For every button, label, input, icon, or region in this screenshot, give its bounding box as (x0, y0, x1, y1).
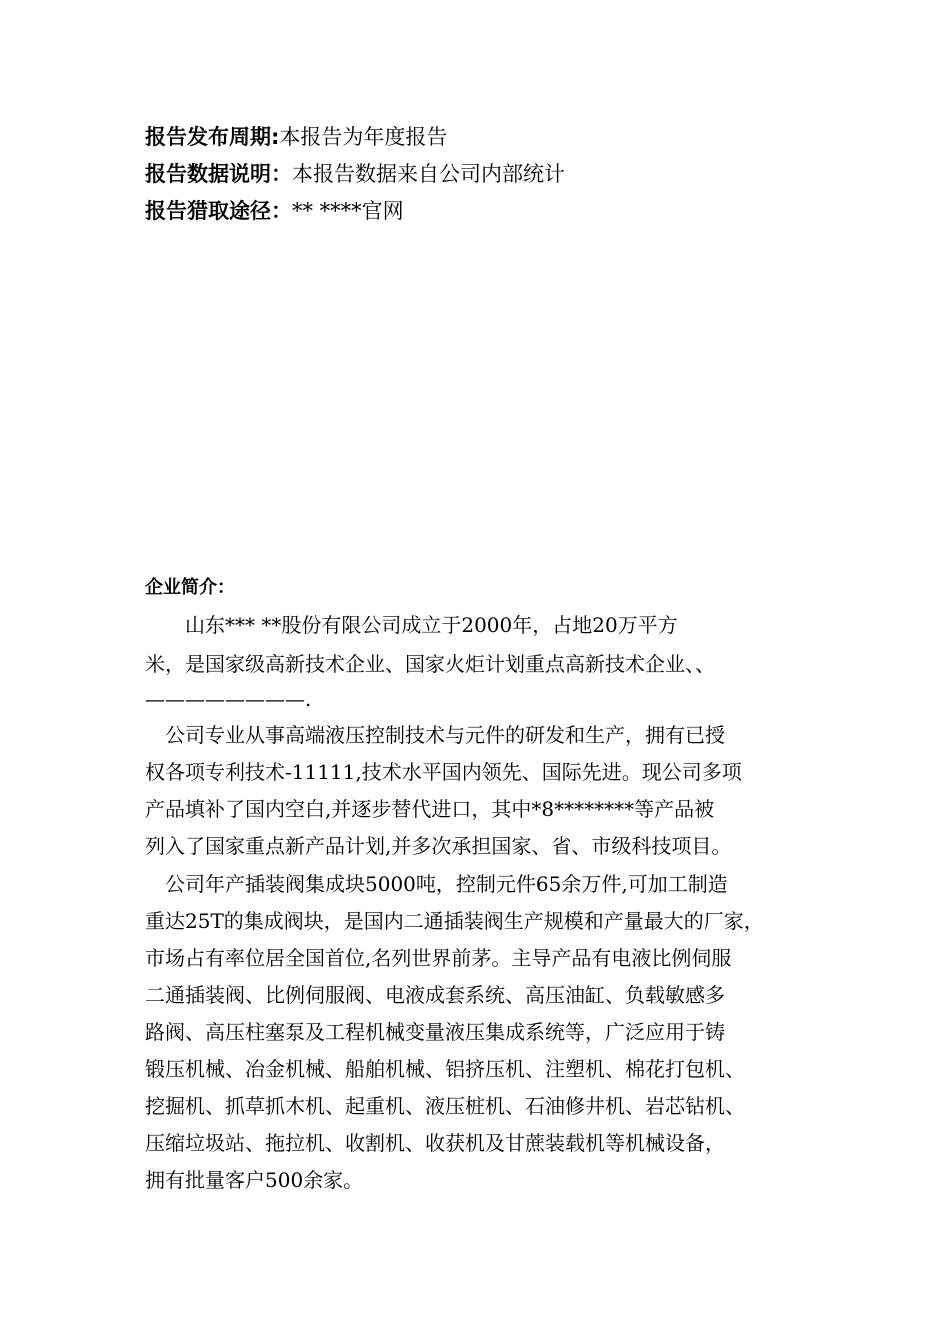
paragraph-line: 重达25T的集成阀块，是国内二通插装阀生产规模和产量最大的厂家， (145, 909, 764, 933)
paragraph-line: 市场占有率位居全国首位,名列世界前茅。主导产品有电液比例伺服 (145, 946, 732, 970)
paragraph-line: 挖掘机、抓草抓木机、起重机、液压桩机、石油修井机、岩芯钻机、 (145, 1094, 745, 1118)
report-data-label: 报告数据说明： (145, 162, 292, 186)
paragraph-line: 米，是国家级高新技术企业、国家火炬计划重点高新技术企业、、 (145, 652, 715, 676)
company-intro-heading: 企业简介： (145, 577, 235, 598)
paragraph-line: 权各项专利技术-11111,技术水平国内领先、国际先进。现公司多项 (145, 760, 742, 784)
report-source-line (145, 196, 404, 226)
paragraph-line: ————————. (145, 687, 312, 711)
paragraph-line: 公司年产插装阀集成块5000吨，控制元件65余万件,可加工制造 (145, 872, 728, 896)
paragraph-line: 公司专业从事高端液压控制技术与元件的研发和生产，拥有已授 (145, 723, 725, 747)
report-data-value: 本报告数据来自公司内部统计 (292, 162, 565, 186)
report-cycle-line (145, 122, 447, 152)
report-source-label: 报告猎取途径： (145, 199, 292, 223)
paragraph-line: 列入了国家重点新产品计划,并多次承担国家、省、市级科技项目。 (145, 834, 732, 858)
report-data-line (145, 159, 565, 189)
paragraph-line: 拥有批量客户500余家。 (145, 1168, 364, 1192)
paragraph-line: 压缩垃圾站、拖拉机、收割机、收获机及甘蔗装载机等机械设备， (145, 1131, 725, 1155)
paragraph-line: 二通插装阀、比例伺服阀、电液成套系统、高压油缸、负载敏感多 (145, 983, 725, 1007)
paragraph-line: 山东*** **股份有限公司成立于2000年，占地20万平方 (145, 613, 678, 637)
report-cycle-value: 本报告为年度报告 (279, 125, 448, 149)
report-source-value: ** ****官网 (292, 199, 404, 223)
paragraph-line: 产品填补了国内空白,并逐步替代进口，其中*8********等产品被 (145, 797, 715, 821)
paragraph-line: 锻压机械、冶金机械、船舶机械、铝挤压机、注塑机、棉花打包机、 (145, 1057, 745, 1081)
report-cycle-label: 报告发布周期: (145, 125, 280, 149)
paragraph-line: 路阀、高压柱塞泵及工程机械变量液压集成系统等，广泛应用于铸 (145, 1020, 725, 1044)
